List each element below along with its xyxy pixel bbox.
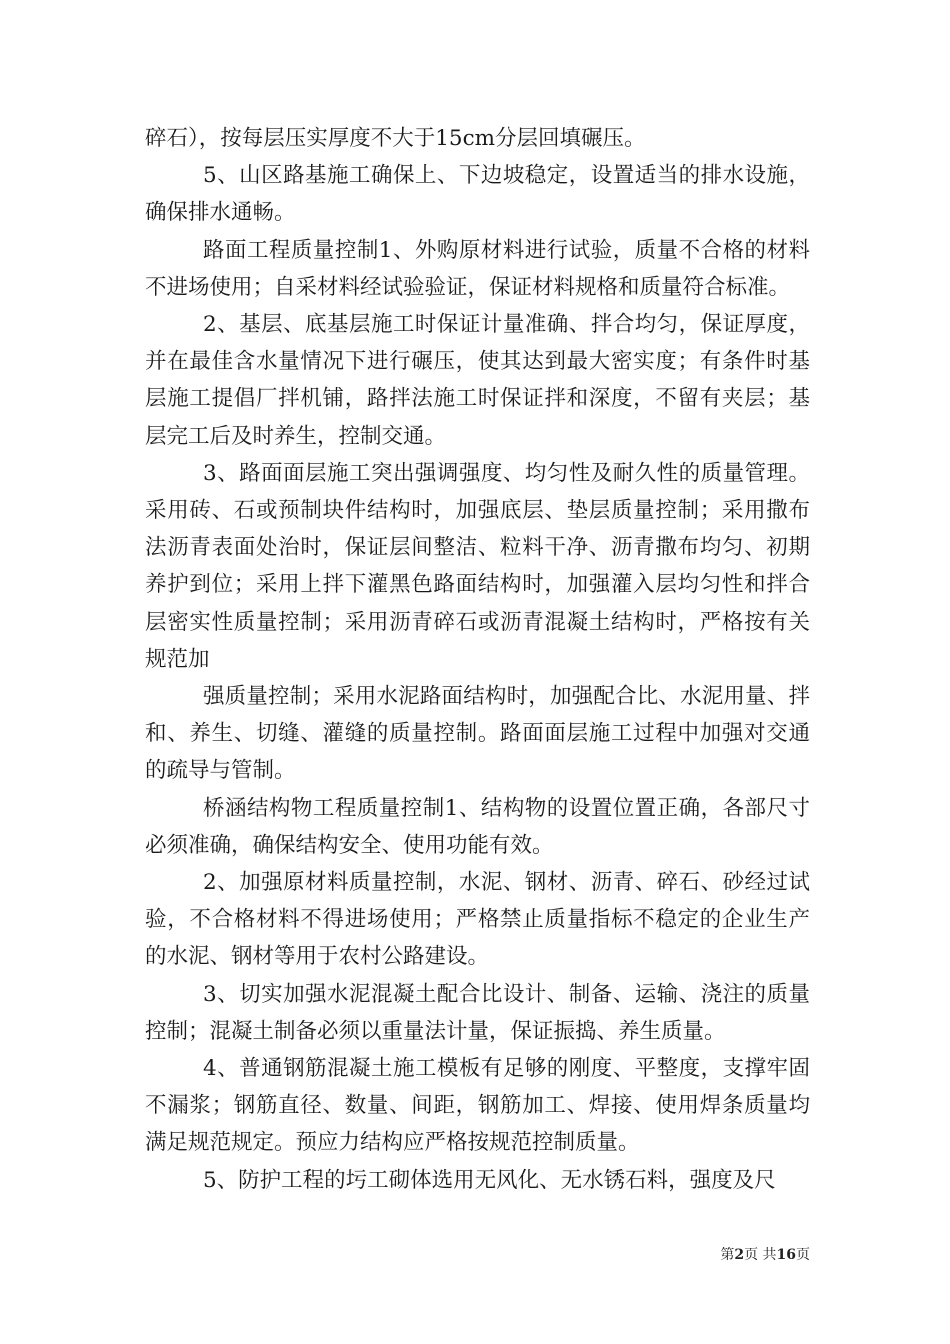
document-body xyxy=(145,120,810,1199)
paragraph: 2、加强原材料质量控制，水泥、钢材、沥青、碎石、砂经过试验，不合格材料不得进场使用；严格禁止质量指标不稳定的企业生产的水泥、钢材等用于农村公路建设。 xyxy=(145,870,810,970)
page-footer xyxy=(660,1246,810,1264)
paragraph: 4、普通钢筋混凝土施工模板有足够的刚度、平整度，支撑牢固不漏浆；钢筋直径、数量、间距，钢筋加工、焊接、使用焊条质量均满足规范规定。预应力结构应严格按规范控制质量。 xyxy=(145,1056,810,1156)
footer-middle: 页 共 xyxy=(744,1247,777,1263)
footer-suffix: 页 xyxy=(796,1247,810,1263)
paragraph: 3、切实加强水泥混凝土配合比设计、制备、运输、浇注的质量控制；混凝土制备必须以重量法计量，保证振捣、养生质量。 xyxy=(145,981,810,1044)
paragraph: 5、防护工程的圬工砌体选用无风化、无水锈石料，强度及尺 xyxy=(203,1167,776,1193)
paragraph: 桥涵结构物工程质量控制1、结构物的设置位置正确，各部尺寸必须准确，确保结构安全、使用功能有效。 xyxy=(145,795,810,858)
paragraph: 强质量控制；采用水泥路面结构时，加强配合比、水泥用量、拌和、养生、切缝、灌缝的质量控制。路面面层施工过程中加强对交通的疏导与管制。 xyxy=(145,684,810,784)
paragraph: 2、基层、底基层施工时保证计量准确、拌合均匀，保证厚度，并在最佳含水量情况下进行碾压，使其达到最大密实度；有条件时基层施工提倡厂拌机铺，路拌法施工时保证拌和深度，不留有夹层；基层完工后及时养生，控制交通。 xyxy=(145,312,810,449)
paragraph: 路面工程质量控制1、外购原材料进行试验，质量不合格的材料不进场使用；自采材料经试验验证，保证材料规格和质量符合标准。 xyxy=(145,237,810,300)
footer-prefix: 第 xyxy=(720,1247,735,1263)
current-page-number: 2 xyxy=(734,1247,745,1263)
paragraph: 3、路面面层施工突出强调强度、均匀性及耐久性的质量管理。采用砖、石或预制块件结构时，加强底层、垫层质量控制；采用撒布法沥青表面处治时，保证层间整洁、粒料干净、沥青撒布均匀、初期养护到位；采用上拌下灌黑色路面结构时，加强灌入层均匀性和拌合层密实性质量控制；采用沥青碎石或沥青混凝土结构时，严格按有关规范加 xyxy=(145,460,810,672)
paragraph: 碎石），按每层压实厚度不大于15cm分层回填碾压。 xyxy=(145,126,646,151)
total-page-count: 16 xyxy=(776,1247,796,1263)
paragraph: 5、山区路基施工确保上、下边坡稳定，设置适当的排水设施，确保排水通畅。 xyxy=(145,163,810,226)
